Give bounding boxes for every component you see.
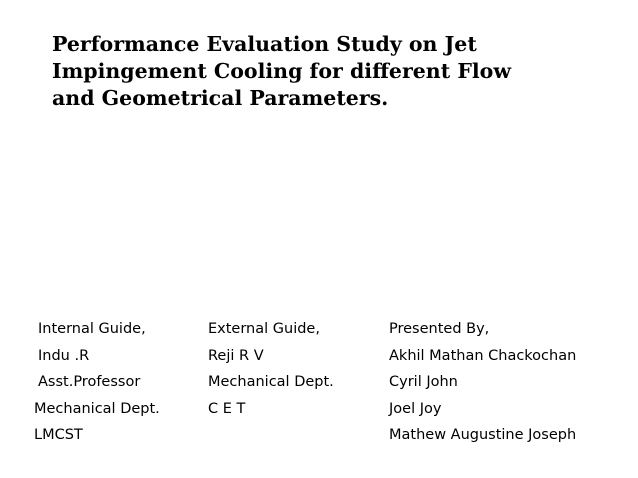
title-line: and Geometrical Parameters. — [52, 86, 389, 110]
internal-guide-column — [34, 316, 160, 449]
presented-by-heading: Presented By, — [389, 321, 490, 337]
external-guide-institution: C E T — [208, 400, 246, 417]
presenter-name: Cyril John — [389, 374, 458, 390]
external-guide-heading: External Guide, — [208, 321, 320, 337]
presenter-name: Akhil Mathan Chackochan — [389, 347, 577, 364]
internal-guide-department: Mechanical Dept. — [34, 400, 160, 417]
external-guide-name: Reji R V — [208, 347, 264, 364]
presenter-name: Mathew Augustine Joseph — [389, 427, 577, 443]
internal-guide-name: Indu .R — [38, 347, 90, 364]
presented-by-column — [389, 316, 576, 449]
internal-guide-institution: LMCST — [34, 427, 83, 443]
title-line: Performance Evaluation Study on Jet — [52, 32, 477, 56]
external-guide-column — [208, 316, 334, 422]
internal-guide-heading: Internal Guide, — [38, 321, 146, 337]
presenter-name: Joel Joy — [389, 400, 442, 417]
slide-title — [52, 31, 612, 112]
internal-guide-designation: Asst.Professor — [38, 374, 141, 390]
title-line: Impingement Cooling for different Flow — [52, 59, 511, 83]
external-guide-department: Mechanical Dept. — [208, 374, 334, 390]
